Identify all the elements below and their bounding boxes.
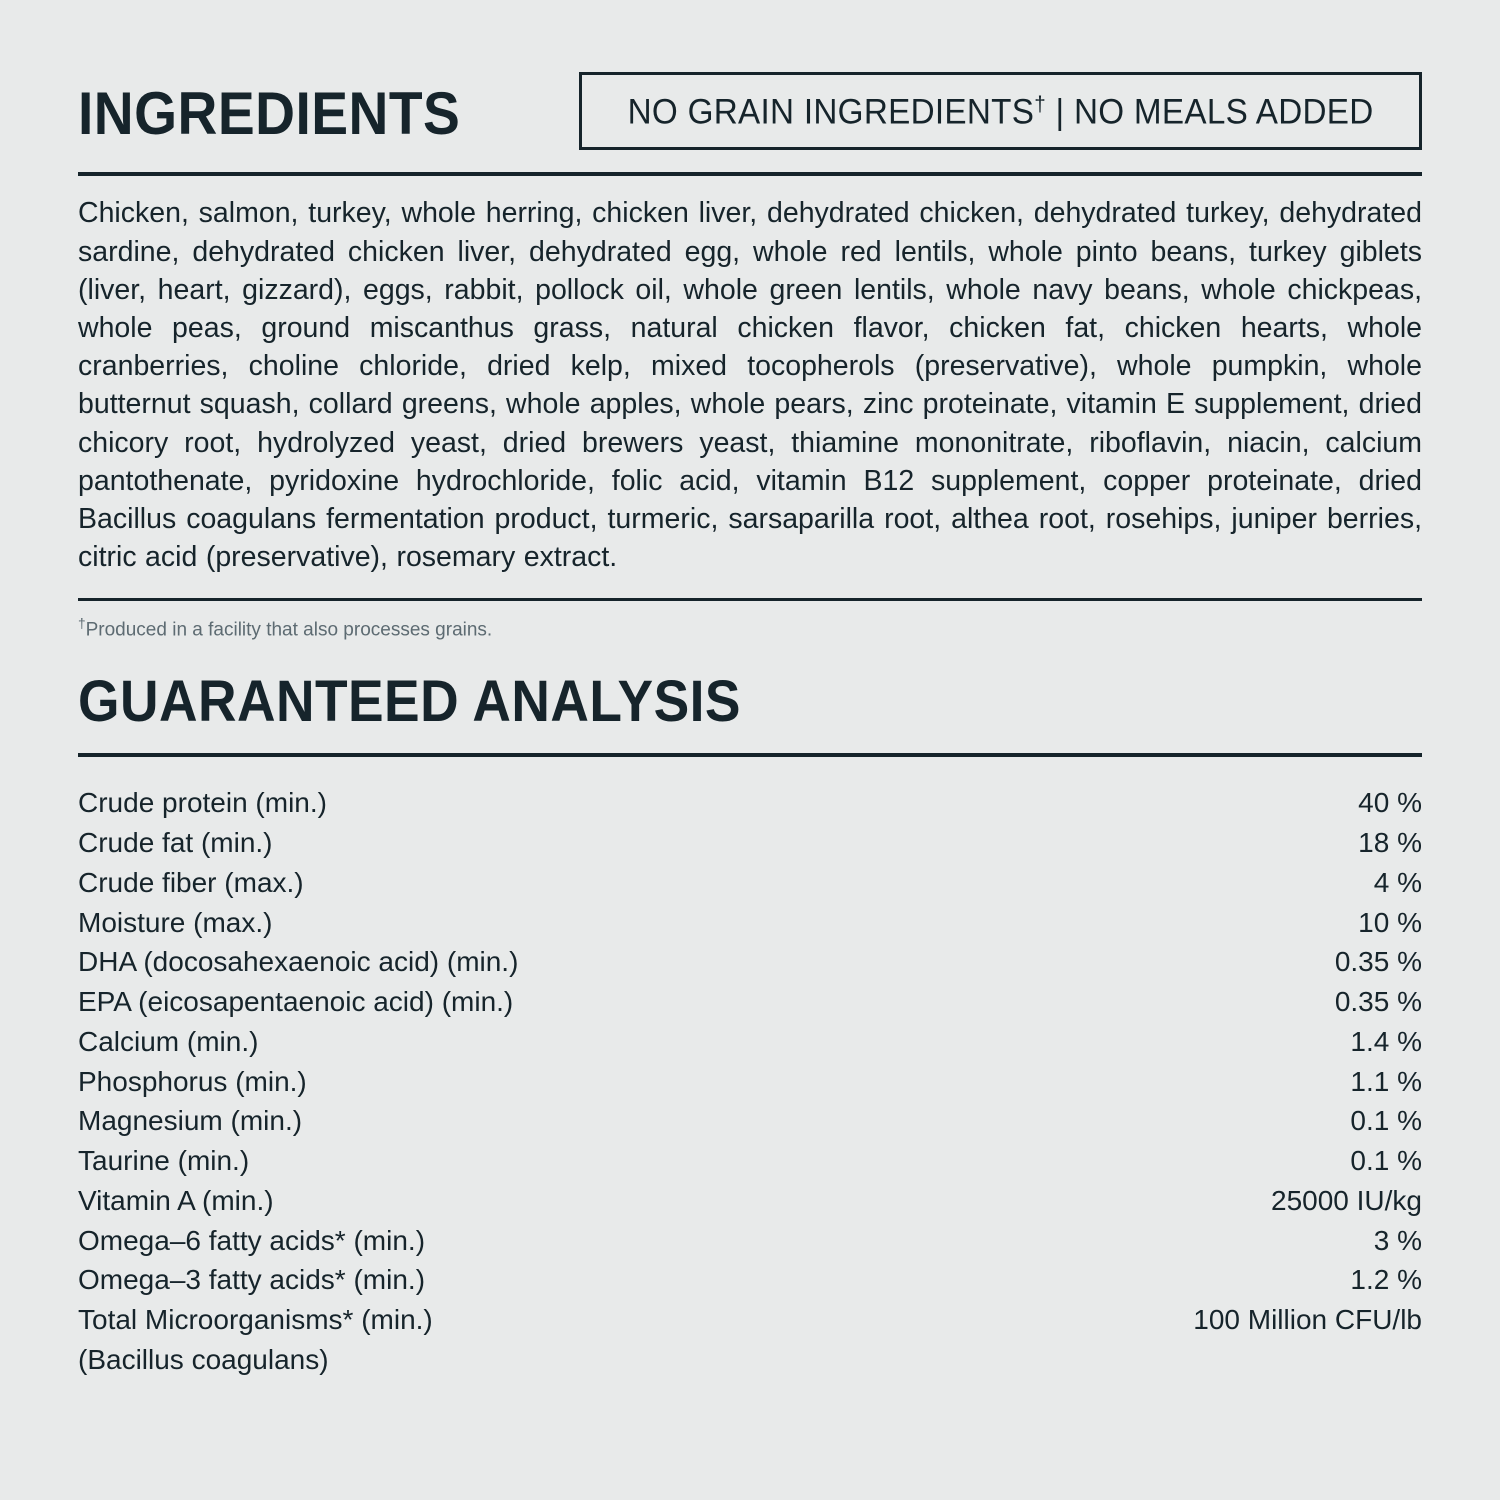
table-row	[78, 1221, 1422, 1261]
nutrient-label: Magnesium (min.)	[78, 1105, 303, 1137]
no-grain-suffix: | NO MEALS ADDED	[1045, 92, 1374, 132]
nutrient-value: 0.35 %	[1334, 986, 1422, 1018]
nutrient-label: Crude protein (min.)	[78, 787, 327, 819]
ingredients-list-text: Chicken, salmon, turkey, whole herring, chicken liver, dehydrated chicken, dehydrated turkey, dehydrated sardine, dehydrated chicken liver, dehydrated egg, whole red lentils, whole pinto beans, turkey giblets (liver, heart, gizzard), eggs, rabbit, pollock oil, whole green lentils, whole navy beans, whole chickpeas, whole peas, ground miscanthus grass, natural chicken flavor, chicken fat, chicken hearts, whole cranberries, choline chloride, dried kelp, mixed tocopherols (preservative), whole pumpkin, whole butternut squash, collard greens, whole apples, whole pears, zinc proteinate, vitamin E supplement, dried chicory root, hydrolyzed yeast, dried brewers yeast, thiamine mononitrate, riboflavin, niacin, calcium pantothenate, pyridoxine hydrochloride, folic acid, vitamin B12 supplement, copper proteinate, dried Bacillus coagulans fermentation product, turmeric, sarsaparilla root, althea root, rosehips, juniper berries, citric acid (preservative), rosemary extract.	[78, 197, 1422, 574]
table-row	[78, 1101, 1422, 1141]
nutrient-label: Taurine (min.)	[78, 1145, 250, 1177]
table-row	[78, 823, 1422, 863]
nutrient-value: 18 %	[1358, 827, 1422, 859]
nutrient-value: 3 %	[1373, 1224, 1422, 1256]
nutrient-label: Crude fiber (max.)	[78, 866, 304, 898]
guaranteed-analysis-table	[78, 783, 1422, 1379]
nutrient-label: Calcium (min.)	[78, 1025, 259, 1057]
footnote-dagger: †	[78, 616, 86, 632]
table-row	[78, 1141, 1422, 1181]
no-grain-callout-box	[579, 72, 1422, 150]
page-title: INGREDIENTS	[78, 80, 461, 148]
table-row	[78, 903, 1422, 943]
nutrient-label: Vitamin A (min.)	[78, 1184, 274, 1216]
table-row	[78, 1260, 1422, 1300]
nutrient-label: DHA (docosahexaenoic acid) (min.)	[78, 946, 519, 978]
nutrient-value: 0.1 %	[1350, 1145, 1422, 1177]
table-row	[78, 1181, 1422, 1221]
table-row	[78, 1022, 1422, 1062]
table-row	[78, 982, 1422, 1022]
header-divider	[78, 172, 1422, 176]
nutrient-label: Moisture (max.)	[78, 906, 273, 938]
nutrient-label: Total Microorganisms* (min.)	[78, 1304, 433, 1336]
nutrient-value: 0.35 %	[1334, 946, 1422, 978]
nutrient-value: 1.4 %	[1350, 1025, 1422, 1057]
table-row	[78, 783, 1422, 823]
guaranteed-analysis-divider	[78, 753, 1422, 757]
table-row	[78, 863, 1422, 903]
nutrient-label: Omega–6 fatty acids* (min.)	[78, 1224, 426, 1256]
nutrient-value: 10 %	[1358, 906, 1422, 938]
nutrient-label: Crude fat (min.)	[78, 827, 273, 859]
panel-header	[78, 72, 1422, 150]
nutrient-value: 4 %	[1373, 866, 1422, 898]
no-grain-prefix: NO GRAIN INGREDIENTS	[627, 92, 1035, 132]
footnote-text: Produced in a facility that also processes grains.	[85, 619, 493, 641]
table-row	[78, 942, 1422, 982]
nutrient-label: EPA (eicosapentaenoic acid) (min.)	[78, 986, 514, 1018]
table-row	[78, 1062, 1422, 1102]
ingredients-divider	[78, 598, 1422, 601]
nutrient-value: 100 Million CFU/lb	[1193, 1304, 1422, 1336]
nutrient-value: 40 %	[1358, 787, 1422, 819]
guaranteed-analysis-title: GUARANTEED ANALYSIS	[78, 669, 741, 735]
nutrient-value: 0.1 %	[1350, 1105, 1422, 1137]
no-grain-callout-text	[627, 93, 1373, 131]
table-row	[78, 1300, 1422, 1340]
no-grain-dagger: †	[1034, 91, 1046, 116]
nutrient-label: Phosphorus (min.)	[78, 1065, 307, 1097]
footnote	[78, 615, 1422, 643]
guaranteed-analysis-subnote: (Bacillus coagulans)	[78, 1343, 329, 1375]
nutrient-value: 1.1 %	[1350, 1065, 1422, 1097]
nutrient-value: 1.2 %	[1350, 1264, 1422, 1296]
nutrient-label: Omega–3 fatty acids* (min.)	[78, 1264, 426, 1296]
nutrient-value: 25000 IU/kg	[1271, 1184, 1422, 1216]
